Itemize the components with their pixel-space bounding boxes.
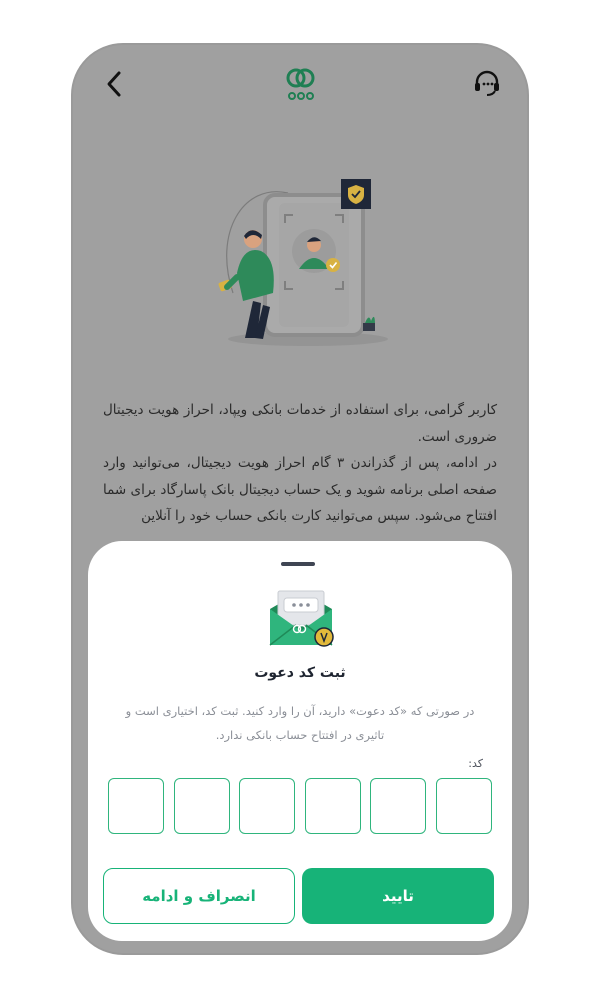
intro-paragraph-2: در ادامه، پس از گذراندن ۳ گام احراز هویت دیجیتال، می‌توانید وارد صفحه اصلی برنامه شوید و یک حساب دیجیتال بانک پاسارگاد برای شما افتتاح می‌شود. سپس می‌توانید کارت بانکی حساب خود را آنلاین <box>102 455 498 524</box>
support-headset-icon[interactable] <box>471 67 503 99</box>
code-label: کد: <box>468 757 483 770</box>
skip-and-continue-button[interactable]: انصراف و ادامه <box>103 868 295 924</box>
sheet-description: در صورتی که «کد دعوت» دارید، آن را وارد کنید. ثبت کد، اختیاری است و تاثیری در افتتاح حساب بانکی ندارد. <box>125 704 475 742</box>
top-bar <box>73 45 527 125</box>
code-digit-input-4[interactable] <box>239 778 295 834</box>
code-input-row <box>108 778 492 836</box>
back-arrow-icon[interactable] <box>99 67 129 101</box>
pod-logo-icon <box>281 65 321 105</box>
invite-envelope-icon <box>266 587 336 649</box>
sheet-drag-handle[interactable] <box>281 562 315 566</box>
code-digit-input-3[interactable] <box>305 778 361 834</box>
code-digit-input-6[interactable] <box>108 778 164 834</box>
sheet-title: ثبت کد دعوت <box>254 665 346 681</box>
code-digit-input-2[interactable] <box>370 778 426 834</box>
code-digit-input-1[interactable] <box>436 778 492 834</box>
intro-description <box>103 397 497 530</box>
confirm-button[interactable]: تایید <box>302 868 494 924</box>
intro-paragraph-1: کاربر گرامی، برای استفاده از خدمات بانکی ویپاد، احراز هویت دیجیتال ضروری است. <box>103 402 497 445</box>
identity-verification-illustration <box>213 173 393 348</box>
phone-frame <box>73 45 527 953</box>
code-digit-input-5[interactable] <box>174 778 230 834</box>
invite-code-bottom-sheet <box>88 541 512 941</box>
